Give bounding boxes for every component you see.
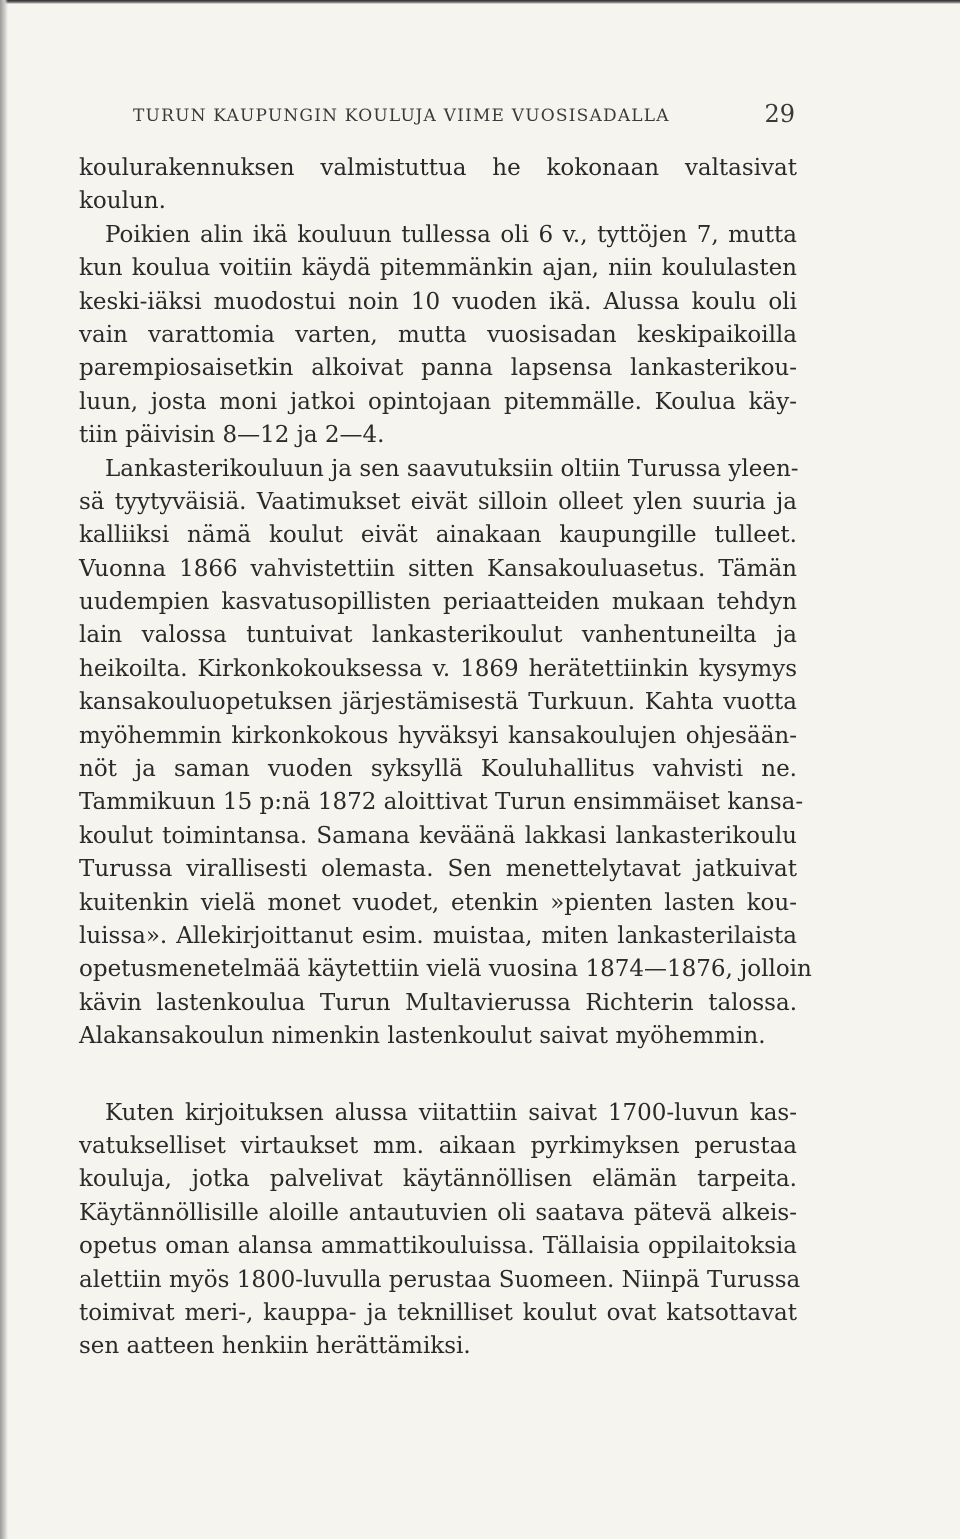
- text-line: kuitenkin vielä monet vuodet, etenkin »pienten lasten kou-: [79, 889, 797, 916]
- text-line: alettiin myös 1800-luvulla perustaa Suomeen. Niinpä Turussa: [79, 1266, 801, 1293]
- paragraph-2: [79, 219, 797, 453]
- text-line: kalliiksi nämä koulut eivät ainakaan kaupungille tulleet.: [79, 522, 797, 549]
- paragraph-1: [79, 152, 797, 219]
- text-line: myöhemmin kirkonkokous hyväksyi kansakoulujen ohjesään-: [79, 722, 797, 749]
- text-line: Turussa virallisesti olemasta. Sen menettelytavat jatkuivat: [79, 856, 797, 883]
- text-line: kansakouluopetuksen järjestämisestä Turkuun. Kahta vuotta: [79, 689, 797, 716]
- text-line: opetus oman alansa ammattikouluissa. Tällaisia oppilaitoksia: [79, 1233, 797, 1260]
- text-line: koulurakennuksen valmistuttua he kokonaan valtasivat: [79, 155, 797, 181]
- text-line: keski-iäksi muodostui noin 10 vuoden ikä. Alussa koulu oli: [79, 288, 797, 315]
- text-line: vatukselliset virtaukset mm. aikaan pyrkimyksen perustaa: [79, 1132, 797, 1159]
- text-line: lain valossa tuntuivat lankasterikoulut vanhentuneilta ja: [79, 622, 797, 649]
- body-text: [79, 152, 812, 1364]
- section-gap: [79, 1054, 797, 1097]
- text-line: Käytännöllisille aloille antautuvien oli saatava pätevä alkeis-: [79, 1199, 797, 1226]
- paragraph-3: [79, 453, 812, 1054]
- text-line: uudempien kasvatusopillisten periaatteiden mukaan tehdyn: [79, 589, 797, 616]
- paragraph-4: [79, 1097, 801, 1364]
- page-binding-shadow: [0, 0, 8, 1539]
- text-line: kävin lastenkoulua Turun Multavierussa Richterin talossa.: [79, 989, 797, 1016]
- text-line: luun, josta moni jatkoi opintojaan pitemmälle. Koulua käy-: [79, 388, 797, 415]
- text-line: Kuten kirjoituksen alussa viitattiin saivat 1700-luvun kas-: [105, 1099, 797, 1126]
- text-line: nöt ja saman vuoden syksyllä Kouluhallitus vahvisti ne.: [79, 756, 797, 783]
- text-line: Tammikuun 15 p:nä 1872 aloittivat Turun ensimmäiset kansa-: [79, 789, 804, 816]
- text-line: sä tyytyväisiä. Vaatimukset eivät silloin olleet ylen suuria ja: [79, 488, 797, 515]
- text-line: koulun.: [79, 188, 166, 215]
- text-line: parempiosaisetkin alkoivat panna lapsensa lankasterikou-: [79, 355, 797, 382]
- header-title: TURUN KAUPUNGIN KOULUJA VIIME VUOSISADALLA: [133, 106, 670, 126]
- text-line: koulut toimintansa. Samana keväänä lakkasi lankasterikoulu: [79, 822, 797, 849]
- text-line: Alakansakoulun nimenkin lastenkoulut saivat myöhemmin.: [79, 1023, 766, 1050]
- text-line: Vuonna 1866 vahvistettiin sitten Kansakouluasetus. Tämän: [79, 555, 797, 582]
- text-line: kouluja, jotka palvelivat käytännöllisen elämän tarpeita.: [79, 1166, 797, 1193]
- page-number: 29: [764, 100, 795, 128]
- text-line: sen aatteen henkiin herättämiksi.: [79, 1333, 471, 1360]
- text-line: kun koulua voitiin käydä pitemmänkin ajan, niin koululasten: [79, 255, 797, 282]
- text-line: Poikien alin ikä kouluun tullessa oli 6 v., tyttöjen 7, mutta: [105, 221, 797, 248]
- text-line: heikoilta. Kirkonkokouksessa v. 1869 herätettiinkin kysymys: [79, 655, 797, 682]
- page-top-edge: [0, 0, 960, 4]
- text-line: luissa». Allekirjoittanut esim. muistaa, miten lankasterilaista: [79, 922, 797, 949]
- text-line: toimivat meri-, kauppa- ja teknilliset koulut ovat katsottavat: [79, 1299, 797, 1326]
- text-line: Lankasterikouluun ja sen saavutuksiin oltiin Turussa yleen-: [105, 455, 799, 482]
- text-line: opetusmenetelmää käytettiin vielä vuosina 1874—1876, jolloin: [79, 956, 812, 983]
- text-line: tiin päivisin 8—12 ja 2—4.: [79, 422, 385, 449]
- text-line: vain varattomia varten, mutta vuosisadan keskipaikoilla: [79, 321, 797, 348]
- running-header: [133, 100, 795, 134]
